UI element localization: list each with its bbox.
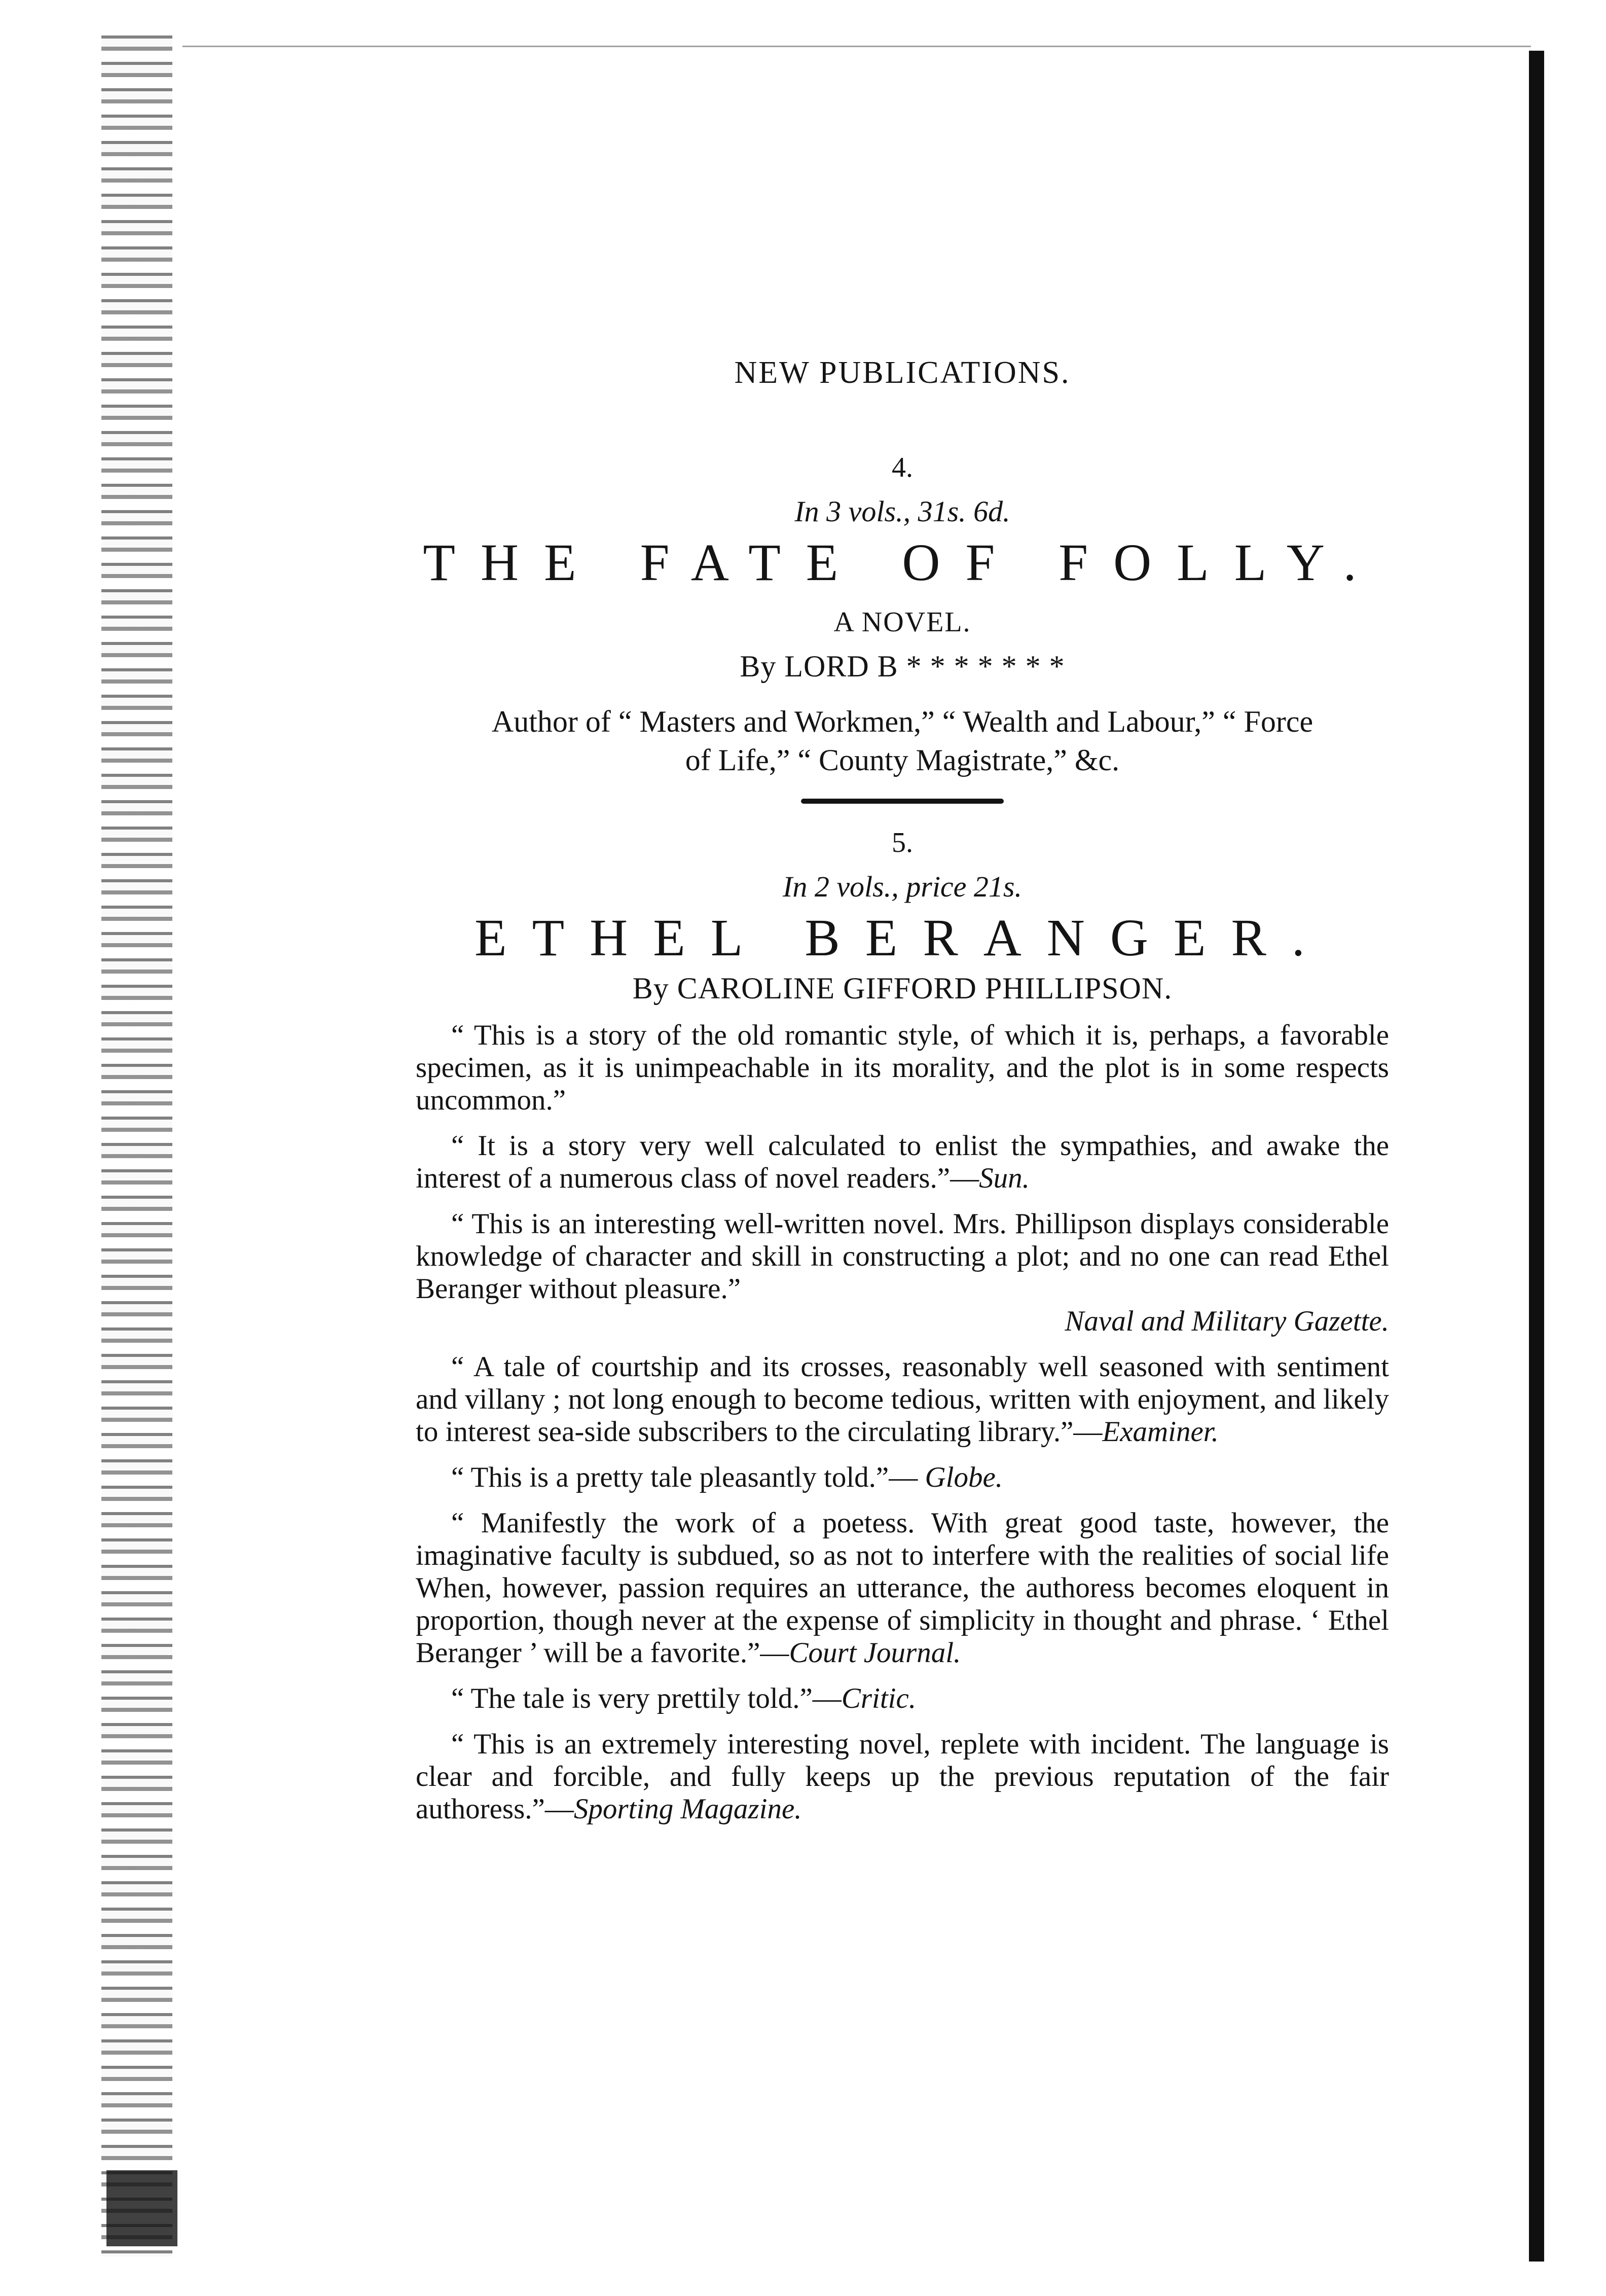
author-note-line: Author of “ Masters and Workmen,” “ Wealth and Labour,” “ Force: [491, 705, 1313, 738]
binding-edge-artifact: [101, 35, 172, 2256]
review-text: “ This is an interesting well-written novel. Mrs. Phillipson displays considerable knowledge of character and skill in constructing a plot; and no one can read Ethel Beranger without pleasure.”: [416, 1208, 1389, 1305]
review-quote: [416, 1682, 1389, 1715]
book-byline: By LORD B * * * * * * *: [740, 650, 1065, 683]
section-heading: NEW PUBLICATIONS.: [734, 355, 1071, 390]
review-text: “ This is an extremely interesting novel, replete with incident. The language is clear and forcible, and fully keeps up the previous reputation of the fair authoress.”—: [416, 1728, 1389, 1825]
right-edge-rule: [1529, 51, 1544, 2262]
top-edge-line: [182, 46, 1531, 47]
review-source: Sporting Magazine.: [573, 1793, 802, 1825]
review-text: “ The tale is very prettily told.”—: [451, 1682, 842, 1714]
review-source: Naval and Military Gazette.: [1065, 1305, 1389, 1337]
review-quote: [416, 1351, 1389, 1448]
review-quote: [416, 1728, 1389, 1825]
review-text: “ Manifestly the work of a poetess. With great good taste, however, the imaginative faculty is subdued, so as not to interfere with the realities of social life When, however, passion requires an utterance, the authoress becomes eloquent in proportion, though never at the expense of simplicity in thought and phrase. ‘ Ethel Beranger ’ will be a favorite.”—: [416, 1507, 1389, 1669]
book-title: THE FATE OF FOLLY.: [423, 533, 1382, 592]
book-title: ETHEL BERANGER.: [474, 909, 1330, 967]
author-note-line: of Life,” “ County Magistrate,” &c.: [685, 743, 1120, 777]
entry-format: In 3 vols., 31s. 6d.: [794, 495, 1010, 528]
entry-number: 5.: [892, 827, 913, 858]
review-source: Court Journal.: [789, 1637, 961, 1669]
review-quote: [416, 1461, 1389, 1494]
book-byline: By CAROLINE GIFFORD PHILLIPSON.: [632, 972, 1173, 1005]
review-text: “ This is a pretty tale pleasantly told.”—: [451, 1461, 925, 1493]
review-source: Critic.: [841, 1682, 917, 1714]
review-text: “ A tale of courtship and its crosses, reasonably well seasoned with sentiment and villany ; not long enough to become tedious, written with enjoyment, and likely to interest sea-side subscribers to the circulating library.”—: [416, 1351, 1389, 1448]
review-quote: [416, 1208, 1389, 1338]
section-divider: [801, 799, 1004, 804]
entry-number: 4.: [892, 452, 913, 483]
press-reviews: [416, 1019, 1389, 1839]
review-quote: [416, 1507, 1389, 1669]
review-source: Sun.: [979, 1162, 1030, 1194]
review-source: Examiner.: [1102, 1416, 1219, 1448]
review-quote: [416, 1019, 1389, 1117]
review-quote: [416, 1130, 1389, 1195]
binding-shadow-artifact: [106, 2170, 177, 2246]
review-source: Globe.: [925, 1461, 1003, 1493]
review-text: “ This is a story of the old romantic style, of which it is, perhaps, a favorable specimen, as it is unimpeachable in its morality, and the plot is in some respects uncommon.”: [416, 1019, 1389, 1116]
entry-format: In 2 vols., price 21s.: [783, 870, 1022, 903]
book-subtitle: A NOVEL.: [833, 606, 971, 638]
review-text: “ It is a story very well calculated to enlist the sympathies, and awake the interest of a numerous class of novel readers.”—: [416, 1130, 1389, 1194]
